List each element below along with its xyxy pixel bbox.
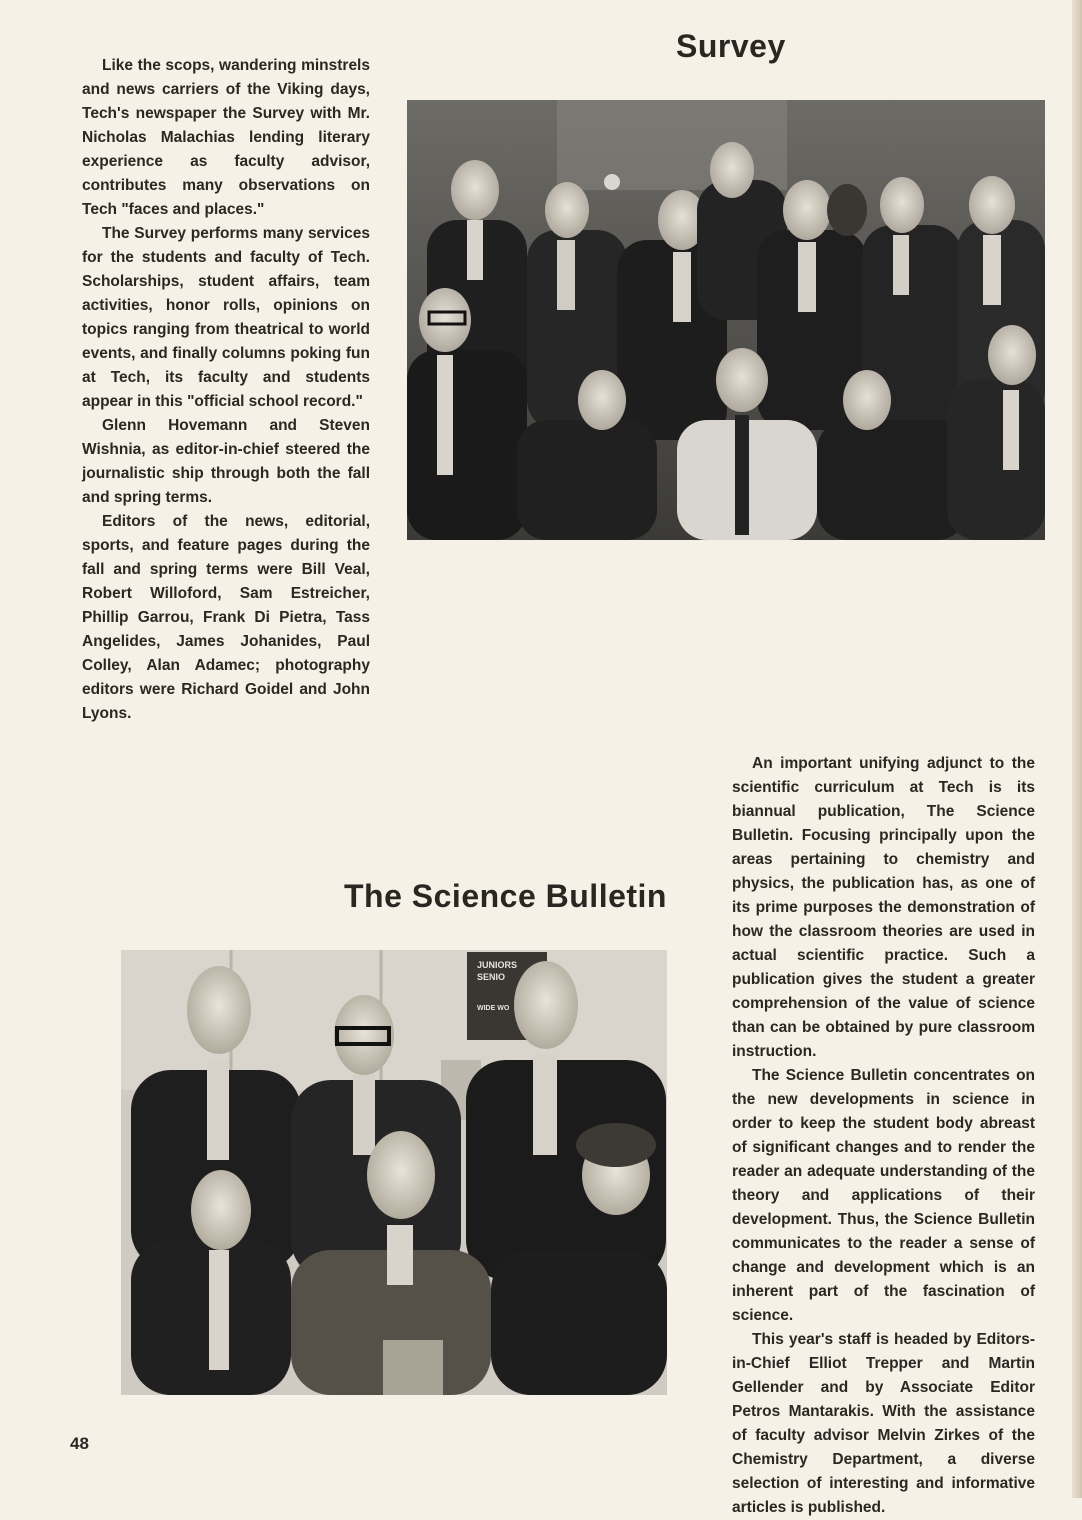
survey-heading: Survey bbox=[676, 28, 786, 64]
science-bulletin-heading: The Science Bulletin bbox=[344, 878, 667, 914]
survey-paragraph-4: Editors of the news, editorial, sports, and feature pages during the fall and spring terms were Bill Veal, Robert Willoford, Sam Estreicher, Phillip Garrou, Frank Di Pietra, Tass Angelides, James Johanides, Paul Colley, Alan Adamec; photography editors were Richard Goidel and John Lyons. bbox=[82, 513, 370, 722]
poster-line-3: WIDE WO bbox=[477, 1005, 510, 1012]
page-number: 48 bbox=[70, 1434, 89, 1453]
science-paragraph-1: An important unifying adjunct to the scientific curriculum at Tech is its biannual publication, The Science Bulletin. Focusing principally upon the areas pertaining to chemistry and physics, the publication has, as one of its prime purposes the demonstration of how the classroom theories are used in actual scientific practice. Such a publication gives the student a greater comprehension of the value of science than can be obtained by pure classroom instruction. bbox=[732, 755, 1035, 1060]
survey-article bbox=[82, 54, 370, 726]
science-bulletin-staff-photo bbox=[121, 950, 667, 1395]
survey-photo-image bbox=[407, 100, 1045, 540]
page-edge-shadow bbox=[1072, 0, 1082, 1498]
science-paragraph-2: The Science Bulletin concentrates on the new developments in science in order to keep the student body abreast of significant changes and to render the reader an adequate understanding of the theory and applications of their development. Thus, the Science Bulletin communicates to the reader a sense of change and development which is an inherent part of the fascination of science. bbox=[732, 1067, 1035, 1324]
poster-line-1: JUNIORS bbox=[477, 960, 518, 970]
science-bulletin-article bbox=[732, 752, 1035, 1520]
survey-staff-photo bbox=[407, 100, 1045, 540]
survey-paragraph-2: The Survey performs many services for the students and faculty of Tech. Scholarships, student affairs, team activities, honor rolls, opinions on topics ranging from theatrical to world events, and finally columns poking fun at Tech, its faculty and students appear in this "official school record." bbox=[82, 225, 370, 410]
survey-paragraph-1: Like the scops, wandering minstrels and news carriers of the Viking days, Tech's newspaper the Survey with Mr. Nicholas Malachias lending literary experience as faculty advisor, contributes many observations on Tech "faces and places." bbox=[82, 57, 370, 218]
science-photo-image bbox=[121, 950, 667, 1395]
poster-line-2: SENIO bbox=[477, 972, 506, 982]
survey-paragraph-3: Glenn Hovemann and Steven Wishnia, as editor-in-chief steered the journalistic ship through both the fall and spring terms. bbox=[82, 417, 370, 506]
science-paragraph-3: This year's staff is headed by Editors-in-Chief Elliot Trepper and Martin Gellender and by Associate Editor Petros Mantarakis. With the assistance of faculty advisor Melvin Zirkes of the Chemistry Department, a diverse selection of interesting and informative articles is published. bbox=[732, 1331, 1035, 1516]
